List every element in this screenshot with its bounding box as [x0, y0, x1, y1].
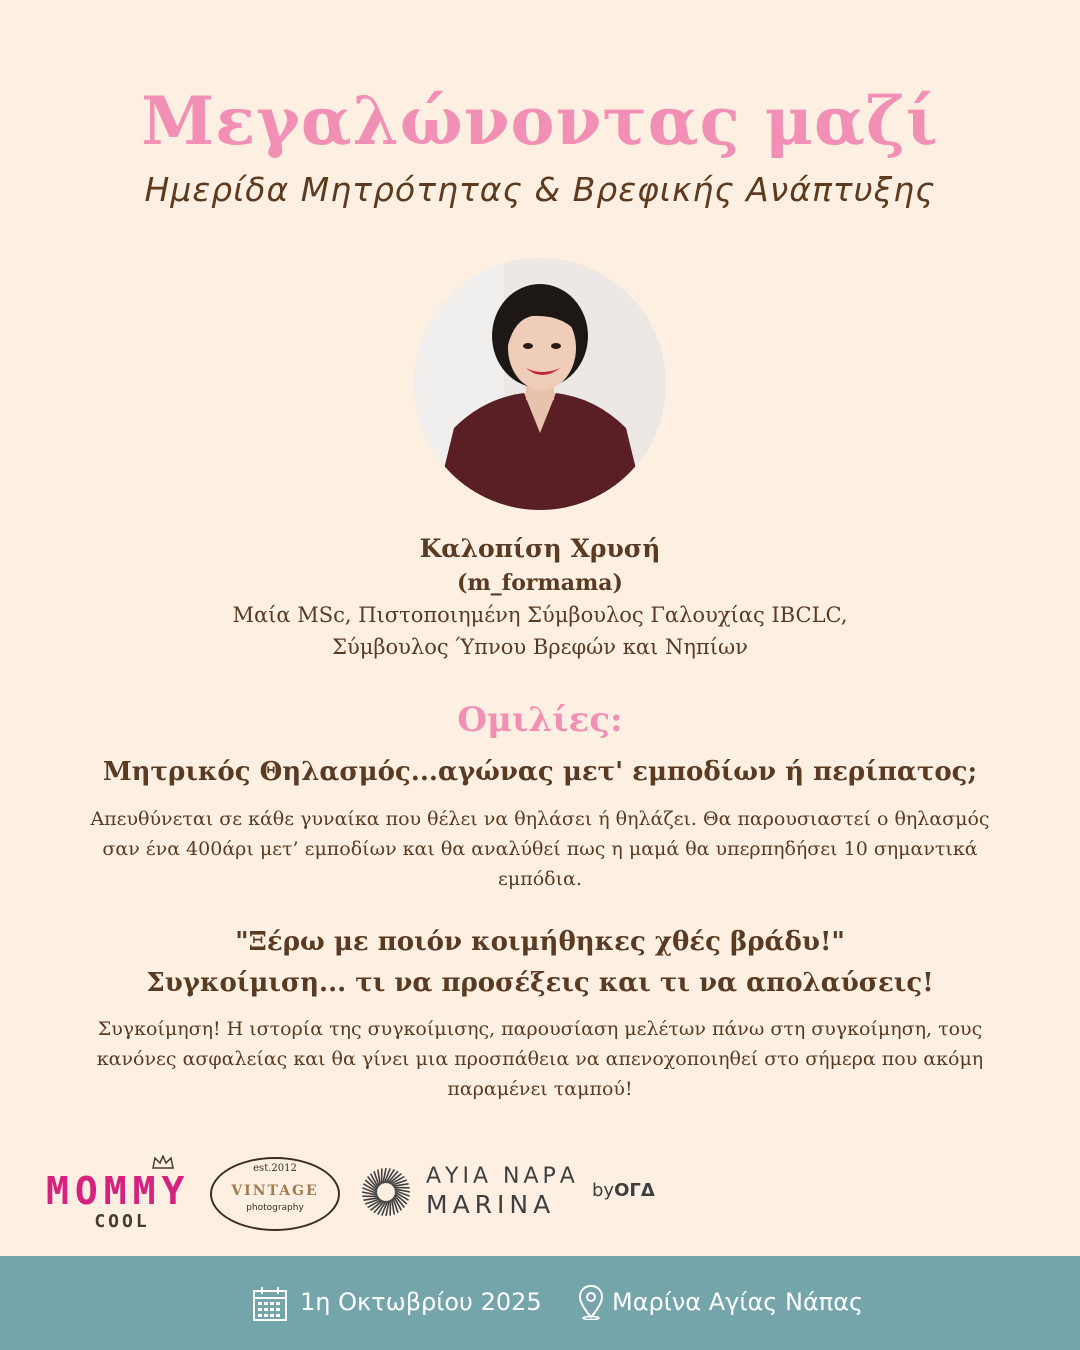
- calendar-icon: [252, 1286, 288, 1322]
- ayia-napa-marina-logo: [360, 1162, 680, 1222]
- marina-logo-by: [592, 1180, 655, 1201]
- sunburst-icon: [360, 1166, 412, 1218]
- speaker-name: Καλοπίση Χρυσή: [419, 534, 661, 563]
- talk2-description: Συγκοίμηση! Η ιστορία της συγκοίμισης, παρουσίαση μελέτων πάνω στη συγκοίμηση, τους κανόνες ασφαλείας και θα γίνει μια προσπάθεια να απενοχοποιηθεί στο σήμερα που ακόμη παραμένει ταμπού!: [96, 1018, 984, 1100]
- talks-heading: Ομιλίες:: [457, 700, 623, 740]
- event-title: Μεγαλώνοντας μαζί: [141, 82, 939, 160]
- footer-bar: [0, 1256, 1080, 1350]
- speaker-role-line-2: Σύμβουλος Ύπνου Βρεφών και Νηπίων: [332, 635, 748, 659]
- vintage-logo-main: VINTAGE: [231, 1183, 319, 1199]
- event-date-text: 1η Οκτωβρίου 2025: [300, 1288, 542, 1316]
- mommy-cool-logo: [46, 1155, 191, 1233]
- mommy-logo-sub: COOL: [94, 1211, 150, 1232]
- crown-icon: [152, 1155, 174, 1169]
- marina-logo-line-1: ΑΥΙΑ ΝΑΡΑ: [426, 1164, 579, 1189]
- talk1-description: Απευθύνεται σε κάθε γυναίκα που θέλει να θηλάσει ή θηλάζει. Θα παρουσιαστεί ο θηλασμός σαν ένα 400άρι μετ’ εμποδίων και θα αναλύθεί πως η μαμά θα υπερπηδήσει 10 σημαντικά εμπόδια.: [90, 808, 990, 890]
- vintage-logo-sub: photography: [246, 1203, 304, 1213]
- vintage-photography-logo: [210, 1157, 340, 1231]
- event-location: [578, 1256, 898, 1350]
- event-location-text: Μαρίνα Αγίας Νάπας: [612, 1288, 864, 1316]
- talk1-title: Μητρικός Θηλασμός...αγώνας μετ' εμποδίων ή περίπατος;: [102, 757, 978, 787]
- event-subtitle: Ημερίδα Μητρότητας & Βρεφικής Ανάπτυξης: [144, 170, 936, 209]
- marina-by-text: by: [592, 1180, 615, 1201]
- location-pin-icon: [578, 1284, 604, 1320]
- talk2-title-line-2: Συγκοίμιση... τι να προσέξεις και τι να απολαύσεις!: [146, 968, 934, 998]
- event-date: [252, 1256, 552, 1350]
- talk2-title-line-1: "Ξέρω με ποιόν κοιμήθηκες χθές βράδυ!": [235, 927, 845, 957]
- vintage-logo-est: est.2012: [253, 1163, 297, 1174]
- marina-logo-line-2: MARINA: [426, 1190, 556, 1219]
- speaker-handle: (m_formama): [457, 570, 623, 596]
- marina-brand-text: ΟΓΔ: [614, 1180, 655, 1201]
- speaker-role-line-1: Μαία MSc, Πιστοποιημένη Σύμβουλος Γαλουχίας IBCLC,: [232, 603, 848, 627]
- speaker-photo: [414, 258, 666, 510]
- mommy-logo-word: MOMMY: [46, 1169, 191, 1213]
